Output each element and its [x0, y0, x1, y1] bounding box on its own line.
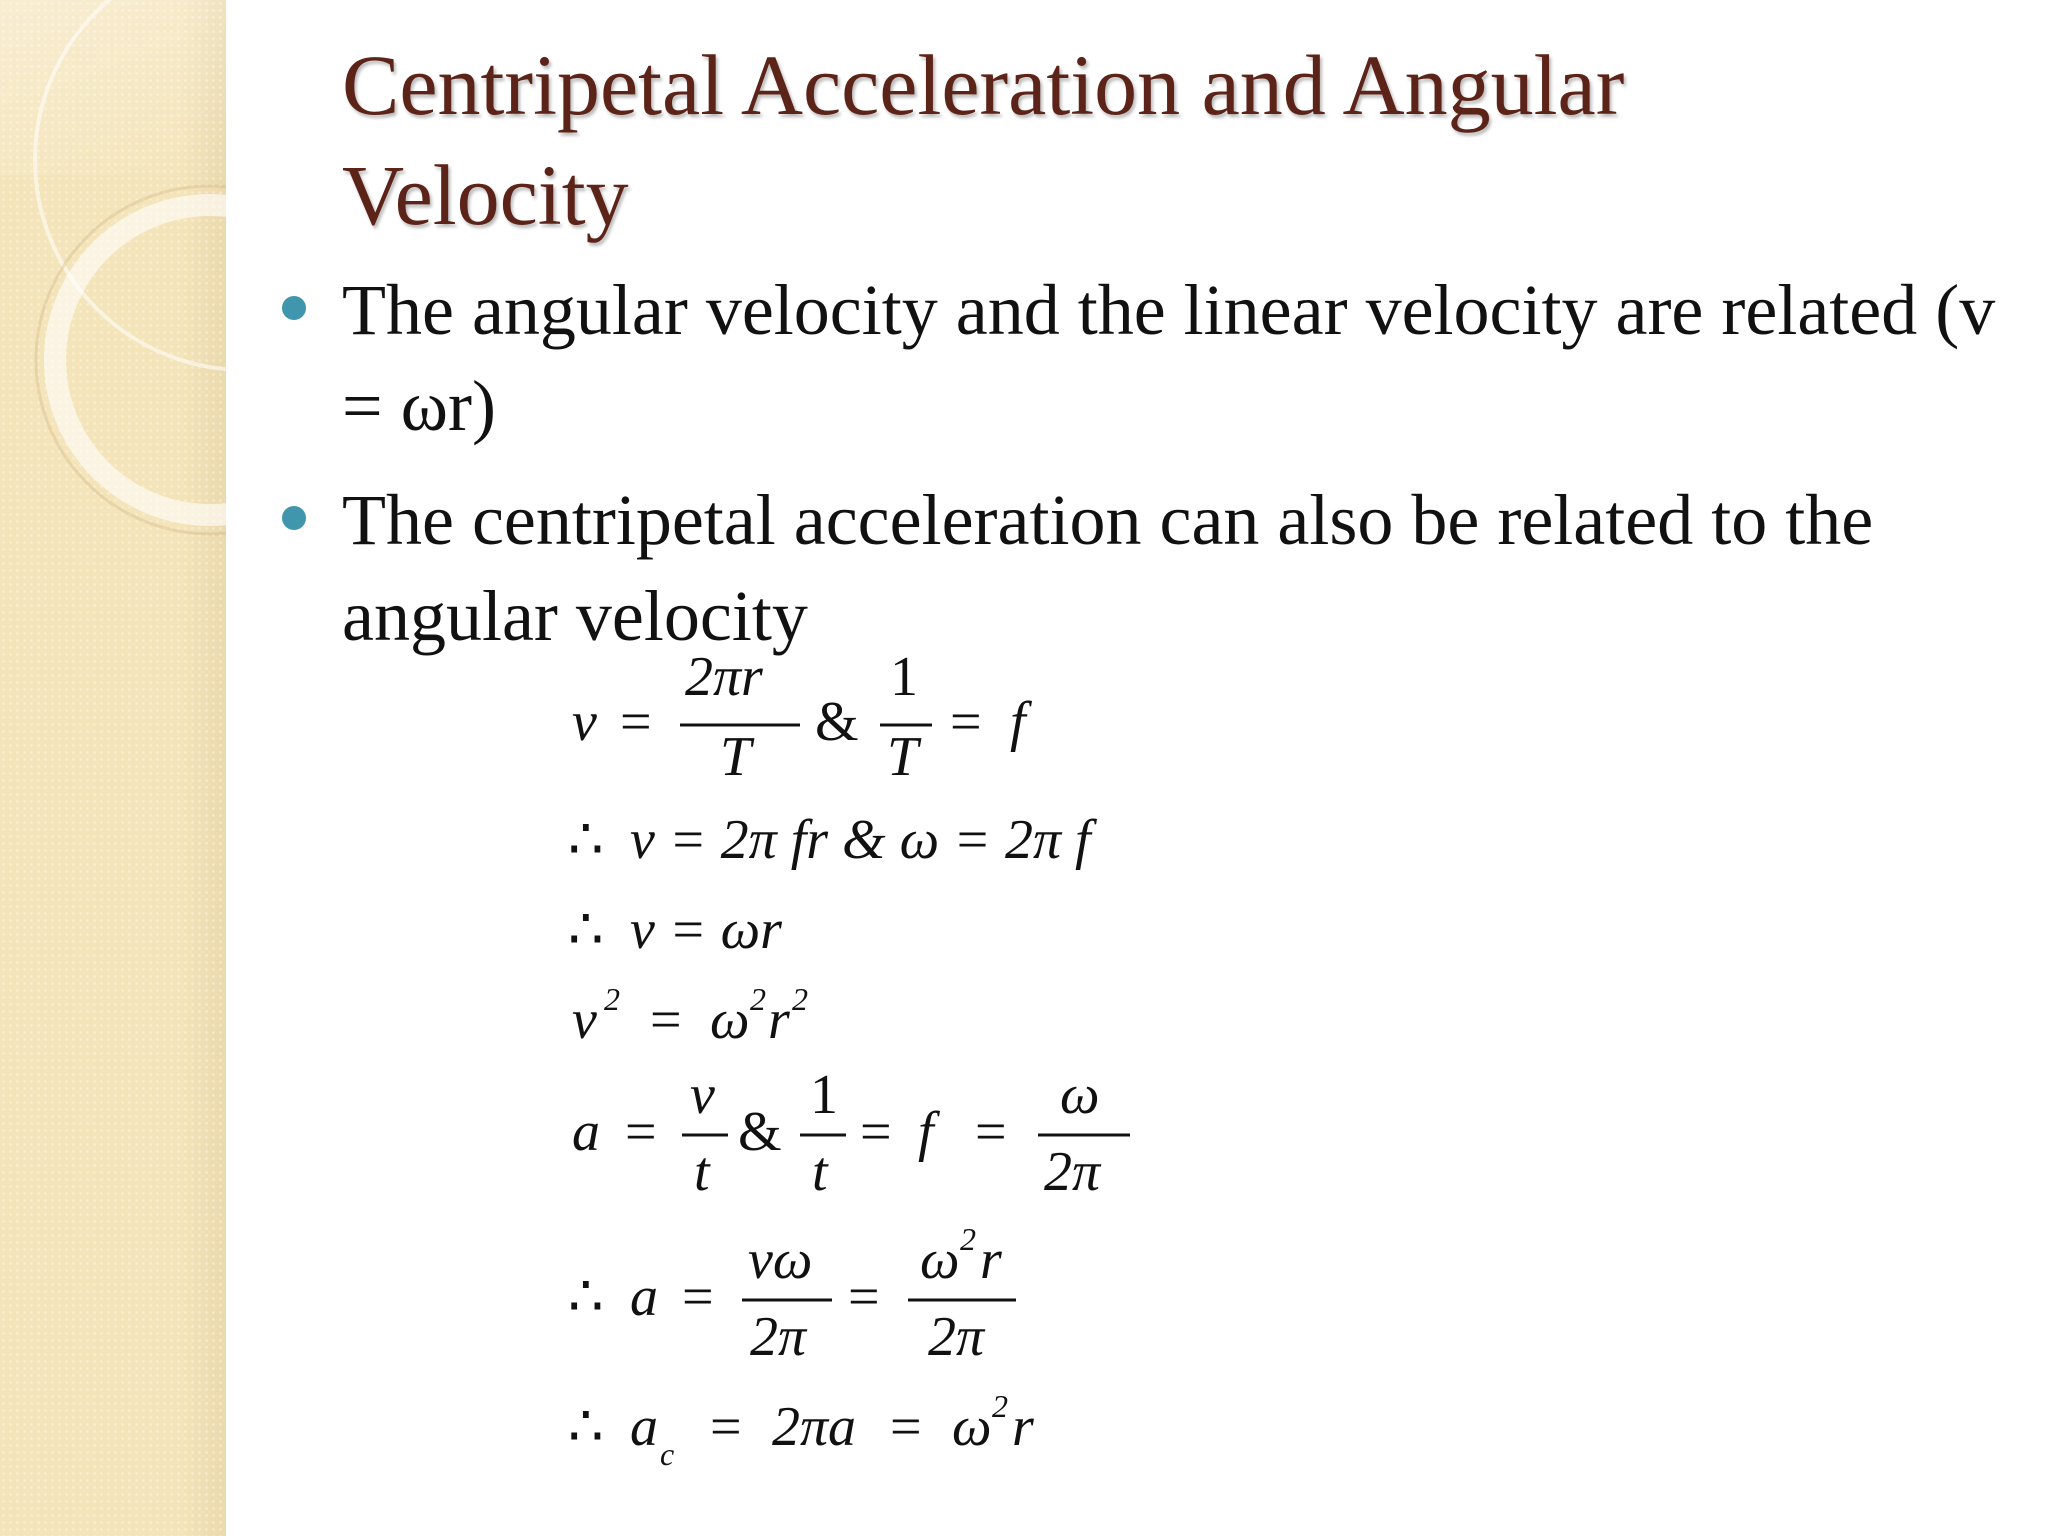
- svg-text:∴: ∴: [568, 809, 604, 871]
- svg-text:T: T: [887, 726, 919, 788]
- bullet-marker-icon: [282, 296, 306, 320]
- svg-text:=: =: [950, 691, 982, 753]
- svg-text:2π: 2π: [928, 1306, 985, 1368]
- svg-text:=: =: [710, 1396, 742, 1458]
- svg-text:=: =: [620, 691, 652, 753]
- equation-acceleration-definition: [572, 1064, 1130, 1203]
- svg-text:f: f: [1010, 691, 1026, 753]
- svg-text:ω: ω: [920, 1229, 960, 1291]
- svg-text:∴: ∴: [568, 1266, 604, 1328]
- svg-text:2: 2: [750, 981, 766, 1017]
- svg-text:2: 2: [960, 1221, 976, 1257]
- svg-text:r: r: [980, 1229, 1002, 1291]
- svg-text:v = ωr: v = ωr: [630, 899, 782, 961]
- svg-text:2: 2: [992, 1388, 1008, 1424]
- bullet-text: The centripetal acceleration can also be related to the angular velocity: [342, 480, 1874, 656]
- svg-text:ω: ω: [952, 1396, 992, 1458]
- bullet-text: The angular velocity and the linear velocity are related (v = ωr): [342, 270, 1996, 446]
- svg-text:1: 1: [890, 650, 918, 708]
- svg-text:T: T: [720, 726, 752, 788]
- svg-text:vω: vω: [748, 1229, 813, 1291]
- svg-text:&: &: [738, 1101, 782, 1163]
- svg-text:=: =: [625, 1101, 657, 1163]
- svg-text:r: r: [1012, 1396, 1034, 1458]
- svg-text:2: 2: [792, 981, 808, 1017]
- equation-centripetal-result: [568, 1388, 1034, 1472]
- svg-text:v: v: [690, 1064, 715, 1126]
- equation-v-period: [572, 650, 1033, 788]
- svg-text:v: v: [572, 989, 597, 1051]
- svg-text:=: =: [682, 1266, 714, 1328]
- svg-text:t: t: [812, 1141, 828, 1203]
- svg-text:ω: ω: [1060, 1064, 1100, 1126]
- ring-decorations: [0, 0, 226, 560]
- svg-text:2π: 2π: [750, 1306, 807, 1368]
- svg-text:=: =: [890, 1396, 922, 1458]
- equation-panel: [560, 650, 1260, 1495]
- equation-v-squared: [572, 981, 808, 1051]
- svg-text:2πr: 2πr: [685, 650, 763, 708]
- svg-text:=: =: [650, 989, 682, 1051]
- bullet-item: [282, 472, 2002, 664]
- svg-text:∴: ∴: [568, 899, 604, 961]
- equation-acceleration-derivation: [568, 1221, 1016, 1368]
- equation-v-omega-r: [568, 899, 782, 961]
- svg-text:=: =: [848, 1266, 880, 1328]
- bullet-item: [282, 262, 2002, 454]
- svg-text:v = 2π fr & ω = 2π f: v = 2π fr & ω = 2π f: [630, 809, 1091, 871]
- svg-text:∴: ∴: [568, 1396, 604, 1458]
- svg-text:r: r: [768, 989, 790, 1051]
- bullet-marker-icon: [282, 506, 306, 530]
- svg-text:a: a: [630, 1396, 658, 1458]
- equation-v-frequency: [568, 809, 1098, 871]
- decorative-side-band: [0, 0, 226, 1536]
- bullet-list: [282, 262, 2002, 682]
- svg-text:1: 1: [810, 1064, 838, 1126]
- slide-title: Centripetal Acceleration and Angular Velocity: [342, 37, 1625, 243]
- svg-text:t: t: [694, 1141, 710, 1203]
- svg-text:2π: 2π: [1044, 1141, 1101, 1203]
- svg-text:f: f: [918, 1101, 934, 1163]
- svg-text:=: =: [975, 1101, 1007, 1163]
- svg-text:v: v: [572, 691, 597, 753]
- svg-text:=: =: [860, 1101, 892, 1163]
- svg-text:2πa: 2πa: [772, 1396, 857, 1458]
- svg-text:c: c: [660, 1436, 675, 1472]
- svg-text:ω: ω: [710, 989, 750, 1051]
- svg-text:&: &: [815, 691, 859, 753]
- svg-text:a: a: [572, 1101, 600, 1163]
- svg-text:2: 2: [604, 981, 620, 1017]
- svg-text:a: a: [630, 1266, 658, 1328]
